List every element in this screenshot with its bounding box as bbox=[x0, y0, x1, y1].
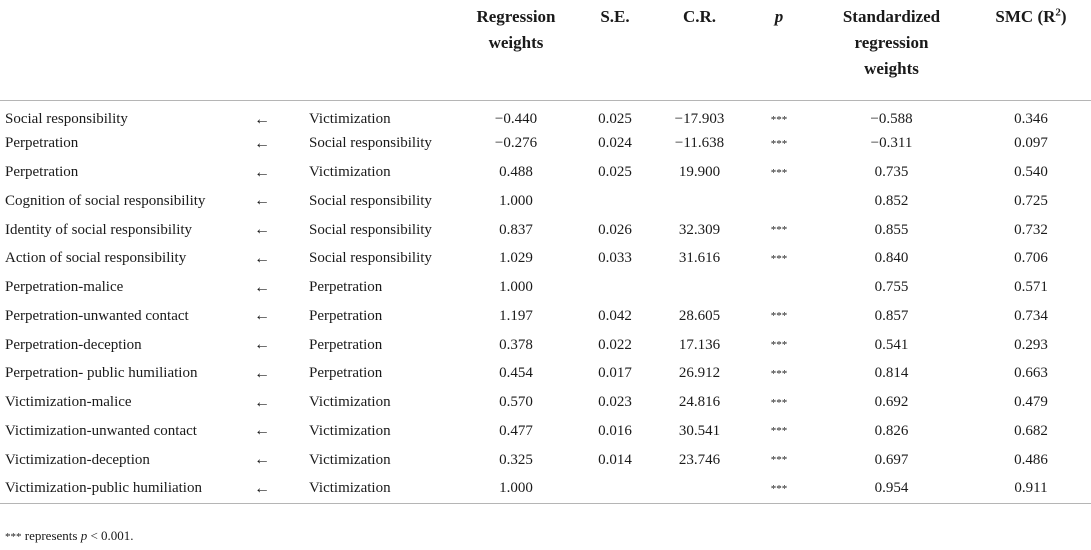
table-row bbox=[0, 158, 1091, 187]
cell-critical-ratio: 24.816 bbox=[678, 394, 721, 411]
cell-critical-ratio: 32.309 bbox=[678, 221, 721, 238]
cell-standard-error: 0.024 bbox=[598, 135, 632, 152]
cell-regression-weight: 1.000 bbox=[499, 279, 533, 296]
cell-standardized-weight: 0.541 bbox=[874, 336, 909, 353]
cell-standardized-weight: 0.755 bbox=[874, 279, 909, 296]
cell-arrow: ← bbox=[254, 393, 270, 411]
table-body bbox=[0, 100, 1091, 503]
cell-smc: 0.479 bbox=[1014, 394, 1048, 411]
cell-smc: 0.293 bbox=[1014, 336, 1048, 353]
cell-arrow: ← bbox=[254, 110, 270, 128]
table-row bbox=[0, 273, 1091, 302]
cell-arrow: ← bbox=[254, 249, 270, 267]
table-row bbox=[0, 388, 1091, 417]
cell-smc: 0.911 bbox=[1014, 480, 1048, 497]
cell-smc: 0.734 bbox=[1014, 307, 1048, 324]
table-row bbox=[0, 446, 1091, 475]
cell-regression-weight: 0.454 bbox=[499, 365, 533, 382]
cell-standard-error: 0.016 bbox=[598, 422, 632, 439]
header-smc-label: SMC (R bbox=[995, 7, 1056, 26]
cell-regression-weight: 1.197 bbox=[499, 307, 533, 324]
cell-independent-variable: Victimization bbox=[309, 451, 391, 468]
cell-independent-variable: Victimization bbox=[309, 394, 391, 411]
cell-p-value bbox=[746, 187, 812, 216]
cell-critical-ratio: −17.903 bbox=[674, 111, 725, 127]
cell-dependent-variable: Social responsibility bbox=[5, 111, 128, 127]
cell-standardized-weight: 0.814 bbox=[874, 365, 909, 382]
cell-independent-variable: Victimization bbox=[309, 111, 391, 127]
cell-critical-ratio bbox=[653, 187, 746, 216]
cell-standard-error bbox=[577, 187, 653, 216]
table-row bbox=[0, 130, 1091, 159]
cell-regression-weight: 1.029 bbox=[499, 250, 533, 267]
table-row bbox=[0, 100, 1091, 130]
cell-dependent-variable: Perpetration-deception bbox=[5, 336, 142, 353]
header-row bbox=[0, 0, 1091, 100]
header-dv bbox=[0, 0, 250, 100]
cell-smc: 0.732 bbox=[1014, 221, 1048, 238]
cell-standard-error: 0.025 bbox=[598, 164, 632, 181]
cell-smc: 0.097 bbox=[1014, 135, 1048, 152]
cell-p-value: *** bbox=[770, 137, 788, 150]
header-arrow bbox=[250, 0, 308, 100]
cell-independent-variable: Victimization bbox=[309, 164, 391, 181]
footnote bbox=[5, 528, 134, 544]
cell-critical-ratio: −11.638 bbox=[674, 135, 725, 152]
cell-standard-error bbox=[577, 273, 653, 302]
cell-standard-error: 0.022 bbox=[598, 336, 632, 353]
cell-arrow: ← bbox=[254, 336, 270, 354]
cell-regression-weight: −0.440 bbox=[494, 111, 538, 127]
cell-p-value: *** bbox=[770, 482, 788, 495]
cell-independent-variable: Social responsibility bbox=[309, 221, 432, 238]
cell-critical-ratio: 26.912 bbox=[678, 365, 721, 382]
cell-standardized-weight: −0.588 bbox=[870, 111, 913, 127]
cell-standardized-weight: 0.852 bbox=[874, 192, 909, 209]
table-row bbox=[0, 216, 1091, 245]
cell-dependent-variable: Perpetration-malice bbox=[5, 279, 124, 296]
table-header bbox=[0, 0, 1091, 100]
cell-smc: 0.540 bbox=[1014, 164, 1048, 181]
cell-critical-ratio bbox=[653, 475, 746, 504]
header-cr: C.R. bbox=[682, 7, 717, 26]
cell-standard-error: 0.017 bbox=[598, 365, 632, 382]
cell-independent-variable: Perpetration bbox=[309, 307, 383, 324]
cell-standardized-weight: 0.697 bbox=[874, 451, 909, 468]
cell-standard-error: 0.014 bbox=[598, 451, 632, 468]
cell-independent-variable: Perpetration bbox=[309, 365, 383, 382]
cell-independent-variable: Social responsibility bbox=[309, 192, 432, 209]
cell-p-value: *** bbox=[770, 310, 788, 323]
cell-critical-ratio: 30.541 bbox=[678, 422, 721, 439]
cell-regression-weight: 0.325 bbox=[499, 451, 533, 468]
footnote-text-after: < 0.001. bbox=[87, 528, 134, 543]
cell-p-value: *** bbox=[770, 224, 788, 237]
cell-standard-error: 0.026 bbox=[598, 221, 632, 238]
cell-p-value: *** bbox=[770, 113, 788, 126]
header-smc-close: ) bbox=[1060, 7, 1067, 26]
cell-regression-weight: 1.000 bbox=[499, 480, 533, 497]
cell-p-value bbox=[746, 273, 812, 302]
cell-regression-weight: 0.378 bbox=[499, 336, 533, 353]
cell-independent-variable: Social responsibility bbox=[309, 135, 432, 152]
cell-dependent-variable: Perpetration bbox=[5, 164, 79, 181]
cell-independent-variable: Perpetration bbox=[309, 336, 383, 353]
cell-independent-variable: Victimization bbox=[309, 480, 391, 497]
cell-arrow: ← bbox=[254, 192, 270, 210]
table-row bbox=[0, 302, 1091, 331]
cell-critical-ratio: 23.746 bbox=[678, 451, 721, 468]
cell-regression-weight: 0.477 bbox=[499, 422, 533, 439]
cell-dependent-variable: Perpetration bbox=[5, 135, 79, 152]
table-row bbox=[0, 417, 1091, 446]
cell-standard-error bbox=[577, 475, 653, 504]
cell-smc: 0.571 bbox=[1014, 279, 1048, 296]
cell-arrow: ← bbox=[254, 451, 270, 469]
cell-standardized-weight: 0.857 bbox=[874, 307, 909, 324]
table-row bbox=[0, 475, 1091, 504]
cell-critical-ratio: 17.136 bbox=[678, 336, 721, 353]
cell-arrow: ← bbox=[254, 364, 270, 382]
cell-smc: 0.663 bbox=[1014, 365, 1048, 382]
cell-standardized-weight: 0.826 bbox=[874, 422, 909, 439]
header-standardized: Standardized regression weights bbox=[842, 7, 941, 78]
cell-smc: 0.706 bbox=[1014, 250, 1048, 267]
cell-critical-ratio bbox=[653, 273, 746, 302]
header-regression-weights: Regression weights bbox=[476, 7, 556, 52]
cell-regression-weight: 0.570 bbox=[499, 394, 533, 411]
cell-dependent-variable: Identity of social responsibility bbox=[5, 221, 193, 238]
cell-dependent-variable: Perpetration-unwanted contact bbox=[5, 307, 189, 324]
cell-p-value: *** bbox=[770, 166, 788, 179]
cell-p-value: *** bbox=[770, 425, 788, 438]
cell-dependent-variable: Victimization-malice bbox=[5, 394, 132, 411]
cell-p-value: *** bbox=[770, 252, 788, 265]
cell-standard-error: 0.025 bbox=[598, 111, 632, 127]
cell-critical-ratio: 31.616 bbox=[678, 250, 721, 267]
cell-standardized-weight: 0.840 bbox=[874, 250, 909, 267]
footnote-p: p bbox=[80, 528, 88, 543]
cell-smc: 0.682 bbox=[1014, 422, 1048, 439]
cell-standard-error: 0.033 bbox=[598, 250, 632, 267]
cell-independent-variable: Perpetration bbox=[309, 279, 383, 296]
cell-critical-ratio: 19.900 bbox=[678, 164, 721, 181]
cell-arrow: ← bbox=[254, 163, 270, 181]
cell-arrow: ← bbox=[254, 278, 270, 296]
cell-regression-weight: 1.000 bbox=[499, 192, 533, 209]
cell-dependent-variable: Perpetration- public humiliation bbox=[5, 365, 198, 382]
cell-dependent-variable: Victimization-unwanted contact bbox=[5, 422, 197, 439]
header-se: S.E. bbox=[600, 7, 630, 26]
cell-regression-weight: −0.276 bbox=[494, 135, 538, 152]
footnote-stars: *** bbox=[5, 531, 22, 543]
cell-arrow: ← bbox=[254, 479, 270, 497]
cell-standardized-weight: −0.311 bbox=[870, 135, 913, 152]
cell-standard-error: 0.023 bbox=[598, 394, 632, 411]
cell-arrow: ← bbox=[254, 422, 270, 440]
cell-p-value: *** bbox=[770, 396, 788, 409]
header-p: p bbox=[774, 7, 784, 26]
cell-dependent-variable: Cognition of social responsibility bbox=[5, 192, 206, 209]
cell-arrow: ← bbox=[254, 221, 270, 239]
cell-dependent-variable: Action of social responsibility bbox=[5, 250, 187, 267]
table-row bbox=[0, 245, 1091, 274]
cell-standard-error: 0.042 bbox=[598, 307, 632, 324]
header-smc bbox=[971, 0, 1091, 100]
cell-p-value: *** bbox=[770, 454, 788, 467]
header-iv bbox=[308, 0, 455, 100]
cell-dependent-variable: Victimization-deception bbox=[5, 451, 150, 468]
cell-smc: 0.346 bbox=[1014, 111, 1048, 127]
cell-standardized-weight: 0.855 bbox=[874, 221, 909, 238]
cell-independent-variable: Social responsibility bbox=[309, 250, 432, 267]
cell-arrow: ← bbox=[254, 134, 270, 152]
cell-critical-ratio: 28.605 bbox=[678, 307, 721, 324]
cell-p-value: *** bbox=[770, 367, 788, 380]
cell-p-value: *** bbox=[770, 339, 788, 352]
cell-regression-weight: 0.488 bbox=[499, 164, 533, 181]
cell-smc: 0.725 bbox=[1014, 192, 1048, 209]
cell-arrow: ← bbox=[254, 307, 270, 325]
table-row bbox=[0, 360, 1091, 389]
cell-regression-weight: 0.837 bbox=[499, 221, 533, 238]
cell-dependent-variable: Victimization-public humiliation bbox=[5, 480, 202, 497]
cell-standardized-weight: 0.954 bbox=[874, 480, 909, 497]
cell-standardized-weight: 0.735 bbox=[874, 164, 909, 181]
cell-independent-variable: Victimization bbox=[309, 422, 391, 439]
footnote-text-before: represents bbox=[21, 528, 81, 543]
header-smc-superscript: 2 bbox=[1055, 6, 1061, 19]
cell-smc: 0.486 bbox=[1014, 451, 1048, 468]
table-row bbox=[0, 331, 1091, 360]
table-row bbox=[0, 187, 1091, 216]
cell-standardized-weight: 0.692 bbox=[874, 394, 909, 411]
